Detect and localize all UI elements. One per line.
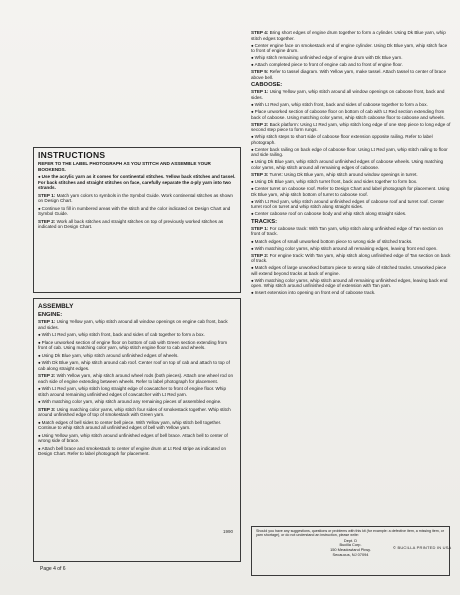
- engine-step-3: STEP 3: Using matching color yarns, whip stitch four sides of smokestack together. Whip stitch around unfinished edge of top of smokestack with Green yarn.: [38, 406, 231, 417]
- caboose-step-2-bullet: ● Using Dk Blue yarn, whip stitch around unfinished edges of caboose wheels. Using matching color yarns, whip stitch around all remaining edges of caboose.: [251, 159, 451, 170]
- engine-step-5: STEP 5: Refer to tassel diagram. With Yellow yarn, make tassel. Attach tassel to center of brace above bell.: [251, 69, 446, 80]
- engine-step-3-bullet: ● Using Yellow yarn, whip stitch around unfinished edges of bell brace. Attach bell to center of wrong side of brace.: [38, 433, 236, 444]
- tracks-step-1-bullet: ● With matching color yarns, whip stitch around all remaining edges, leaving front end open.: [251, 246, 451, 252]
- caboose-step-2: STEP 2: Back platform: Using Lt Red yarn, whip stitch long edge of one step piece to long edge of second step piece to form rungs.: [251, 121, 451, 133]
- tracks-title: TRACKS:: [251, 218, 278, 225]
- engine-step-2-bullet: ● With matching color yarn, whip stitch around any remaining pieces of assembled engine.: [38, 399, 236, 405]
- caboose-step-1-bullet: ● Place unworked section of caboose floor on bottom of cab with Lt Red section extending from back of caboose. Using matching color yarns, whip stitch caboose floor to caboose and wheels.: [251, 109, 451, 120]
- brand-footer: © BUCILLA PRINTED IN USA: [393, 545, 452, 550]
- address-city: Secaucus, NJ 07094: [332, 551, 369, 557]
- tracks-step-2-bullet: ● With matching color yarns, whip stitch around all remaining unfinished edges, leaving back end open. Whip stitch around unfinished edge of extension with Tan yarn.: [251, 278, 451, 289]
- instructions-intro: REFER TO THE LABEL PHOTOGRAPH AS YOU STITCH AND ASSEMBLE YOUR BOOKENDS.: [38, 161, 211, 172]
- tracks-step-2-bullet: ● Match edges of large unworked bottom piece to wrong side of stitched tracks. Unworked piece will extend beyond tracks at back of engine.: [251, 265, 451, 276]
- instructions-bullet-1: ● Use the acrylic yarn as it comes for continental stitches. Yellow back stitches and tassel. For back stitches and straight stitches on face, carefully separate the 4-ply yarn into two strands.: [38, 174, 236, 191]
- tracks-step-2: STEP 2: For engine track: With Tan yarn, whip stitch along unfinished edge of Tan section on back of track.: [251, 252, 451, 264]
- caboose-step-3-bullet: ● Using Dk Blue yarn, whip stitch turret front, back and sides together to form box.: [251, 179, 451, 185]
- assembly-title: ASSEMBLY: [38, 303, 74, 310]
- engine-step-4-bullet: ● Attach completed piece to front of engine cab and to front of engine floor.: [251, 62, 451, 68]
- engine-title: ENGINE:: [38, 312, 63, 318]
- caboose-step-2-bullet: ● Whip stitch steps to short side of caboose floor extension opposite railing. Refer to label photograph.: [251, 134, 451, 145]
- copyright-year: 1990: [223, 529, 234, 534]
- caboose-step-3: STEP 3: Turret: Using Dk Blue yarn, whip stitch around window openings in turret.: [251, 172, 418, 178]
- instructions-step-1: STEP 1: Match yarn colors to symbols in the Symbol Guide. Work continental stitches as shown on Design Chart.: [38, 192, 233, 203]
- engine-step-4: STEP 4: Bring short edges of engine drum together to form a cylinder. Using Dk Blue yarn, whip stitch edges together.: [251, 30, 446, 41]
- instructions-section: [33, 147, 241, 293]
- page-number: Page 4 of 6: [40, 566, 66, 572]
- engine-step-4-bullet: ● Center engine face on smokestack end of engine cylinder. Using Dk Blue yarn, whip stitch face to front of engine drum.: [251, 43, 451, 54]
- engine-step-4-bullet: ● Whip stitch remaining unfinished edge of engine drum with Dk Blue yarn.: [251, 55, 451, 61]
- caboose-step-3-bullet: ● With Lt Red yarn, whip stitch around unfinished edges of caboose roof and turret roof. Center turret roof on turret and whip stitch along straight sides.: [251, 199, 451, 210]
- engine-step-2: STEP 2: With Yellow yarn, whip stitch around wheel rods (both pieces). Attach one wheel rod on each side of engine extending between wheels. Refer to label photograph for placement.: [38, 373, 234, 384]
- contact-notice: [251, 526, 450, 576]
- engine-step-1-bullet: ● Place unworked section of engine floor on bottom of cab with Green section extending from front of cab. Using matching color yarn, whip stitch engine floor to cab and wheels.: [38, 340, 236, 351]
- assembly-section: [33, 298, 241, 562]
- address-company: Bucilla Corp.: [339, 542, 362, 548]
- instructions-bullet-2: ● Continue to fill in numbered areas with the stitch and the color indicated on Design Chart and Symbol Guide.: [38, 206, 236, 217]
- engine-step-2-bullet: ● With Lt Red yarn, whip stitch long straight edge of cowcatcher to front of engine floor. Whip stitch around remaining unfinished edges of cowcatcher with Lt Red yarn.: [38, 386, 236, 397]
- engine-step-1-bullet: ● With Dk Blue yarn, whip stitch around cab roof. Center roof on top of cab and attach to top of cab along straight edges.: [38, 360, 236, 371]
- caboose-step-1: STEP 1: Using Yellow yarn, whip stitch around all window openings on caboose front, back and sides.: [251, 89, 445, 100]
- right-column: [251, 30, 451, 520]
- address-dept: Dept. D: [343, 537, 358, 543]
- caboose-step-3-bullet: ● Center turret on caboose roof. Refer to Design Chart and label photograph for placement. Using Dk Blue yarn, whip stitch bottom of turret to caboose roof.: [251, 186, 451, 197]
- engine-step-1: STEP 1: Using Yellow yarn, whip stitch around all window openings on engine cab front, back and sides.: [38, 319, 228, 330]
- caboose-step-1-bullet: ● With Lt Red yarn, whip stitch front, back and sides of caboose together to form a box.: [251, 102, 451, 108]
- caboose-step-3-bullet: ● Center caboose roof on caboose body and whip stitch along straight sides.: [251, 211, 451, 217]
- tracks-step-1-bullet: ● Match edges of small unworked bottom piece to wrong side of stitched tracks.: [251, 239, 451, 245]
- instructions-title: INSTRUCTIONS: [38, 150, 106, 160]
- engine-step-1-bullet: ● Using Dk Blue yarn, whip stitch around unfinished edges of wheels.: [38, 353, 236, 359]
- engine-step-1-bullet: ● With Lt Red yarn, whip stitch front, back and sides of cab together to form a box.: [38, 332, 236, 338]
- caboose-title: CABOOSE:: [251, 82, 283, 89]
- engine-step-3-bullet: ● Match edges of bell sides to center bell piece. With Yellow yarn, whip stitch bell together. Continue to whip stitch around all unfinished edges of bell with Yellow yarn.: [38, 420, 236, 431]
- engine-step-3-bullet: ● Attach bell brace and smokestack to center of engine drum at Lt Red stripe as indicated on Design Chart. Refer to label photograph for placement.: [38, 446, 236, 457]
- tracks-step-2-bullet: ● Insert extension into opening on front end of caboose track.: [251, 290, 451, 296]
- tracks-step-1: STEP 1: For caboose track: With Tan yarn, whip stitch along unfinished edge of Tan section on front of track.: [251, 225, 444, 237]
- notice-text: Should you have any suggestions, questions or problems with this kit (for example: a defective item, a missing item, or yarn shortage), or do not understand an instruction, please write:: [256, 529, 444, 538]
- address-street: 150 Meadowland Pkwy.: [330, 547, 371, 552]
- caboose-step-2-bullet: ● Center back railing on back edge of caboose floor. Using Lt Red yarn, whip stitch railing to floor and side railing.: [251, 147, 451, 158]
- instructions-step-2: STEP 2: Work all back stitches and straight stitches on top of previously worked stitches as indicated on Design Chart.: [38, 218, 224, 229]
